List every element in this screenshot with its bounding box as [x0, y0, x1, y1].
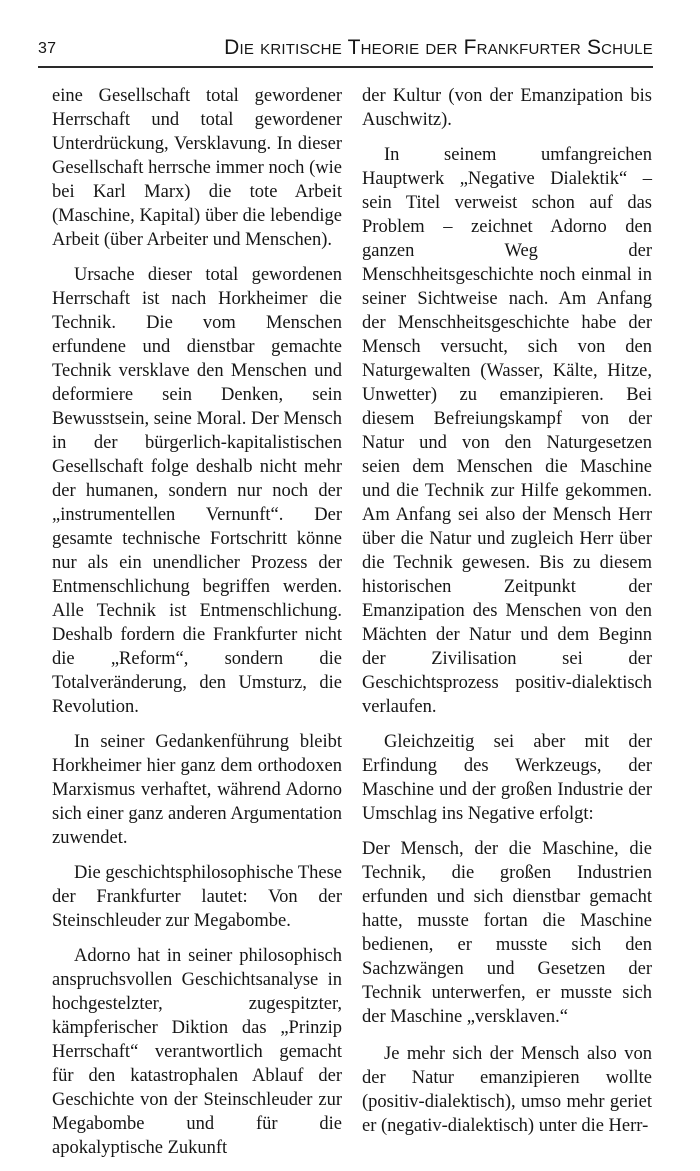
page-header — [38, 36, 653, 66]
paragraph: Adorno hat in seiner philosophisch anspruchsvollen Geschichtsanalyse in hochgestelzter, zugespitzter, kämpferischer Diktion das „Prinzip Herrschaft“ verantwortlich gemacht für den katastrophalen Ablauf der Geschichte von der Steinschleuder zur Megabombe und für die apokalyptische Zukunft — [52, 946, 342, 1158]
header-rule — [38, 66, 653, 68]
block-quote: Der Mensch, der die Maschine, die Technik, die großen Industrien erfunden und sich dienstbar gemacht hatte, musste fortan die Maschine bedienen, er musste sich den Sachzwängen und Gesetzen der Technik unterwerfen, er musste sich der Maschine „versklaven.“ — [362, 839, 652, 1027]
paragraph: Ursache dieser total gewordenen Herrschaft ist nach Horkheimer die Technik. Die vom Menschen erfundene und dienstbar gemachte Technik versklave den Menschen und deformiere sein Denken, sein Bewusstsein, seine Moral. Der Mensch in der bürgerlich-kapitalistischen Gesellschaft folge deshalb nicht mehr der humanen, sondern nur noch der „instrumentellen Vernunft“. Der gesamte technische Fortschritt könne nur als ein unendlicher Prozess der Entmenschlichung begriffen werden. Alle Technik ist Entmenschlichung. Deshalb fordern die Frankfurter nicht die „Reform“, sondern die Totalveränderung, den Umsturz, die Revolution. — [52, 265, 342, 717]
paragraph: Die geschichtsphilosophische These der Frankfurter lautet: Von der Steinschleuder zur Megabombe. — [52, 863, 342, 931]
paragraph: In seiner Gedankenführung bleibt Horkheimer hier ganz dem orthodoxen Marxismus verhaftet, während Adorno sich einer ganz anderen Argumentation zuwendet. — [52, 732, 342, 848]
paragraph: In seinem umfangreichen Hauptwerk „Negative Dialektik“ – sein Titel verweist schon auf das Problem – zeichnet Adorno den ganzen Weg der Menschheitsgeschichte noch einmal in seiner Sichtweise nach. Am Anfang der Menschheitsgeschichte habe der Mensch versucht, sich von den Naturgewalten (Wasser, Kälte, Hitze, Unwetter) zu emanzipieren. Bei diesem Befreiungskampf von der Natur und von den Naturgesetzen seien dem Menschen die Maschine und die Technik zur Hilfe gekommen. Am Anfang sei also der Mensch Herr über die Natur und zugleich Herr über die Technik gewesen. Bis zu diesem historischen Zeitpunkt der Emanzipation des Menschen von den Mächten der Natur und dem Beginn der Zivilisation sei der Geschichtsprozess positiv-dialektisch verlaufen. — [362, 145, 652, 717]
paragraph: Je mehr sich der Mensch also von der Natur emanzipieren wollte (positiv-dialektisch), umso mehr geriet er (negativ-dialektisch) unter die Herr- — [362, 1044, 652, 1136]
right-column — [362, 84, 652, 1149]
running-title: Die kritische Theorie der Frankfurter Schule — [224, 36, 653, 59]
paragraph: eine Gesellschaft total gewordener Herrschaft und total gewordener Unterdrückung, Versklavung. In dieser Gesellschaft herrsche immer noch (wie bei Karl Marx) die tote Arbeit (Maschine, Kapital) über die lebendige Arbeit (über Arbeiter und Menschen). — [52, 86, 342, 250]
paragraph: Gleichzeitig sei aber mit der Erfindung des Werkzeugs, der Maschine und der großen Industrie der Umschlag ins Negative erfolgt: — [362, 732, 652, 824]
paragraph: der Kultur (von der Emanzipation bis Auschwitz). — [362, 86, 652, 130]
left-column — [52, 84, 342, 1171]
page-number: 37 — [38, 40, 57, 57]
